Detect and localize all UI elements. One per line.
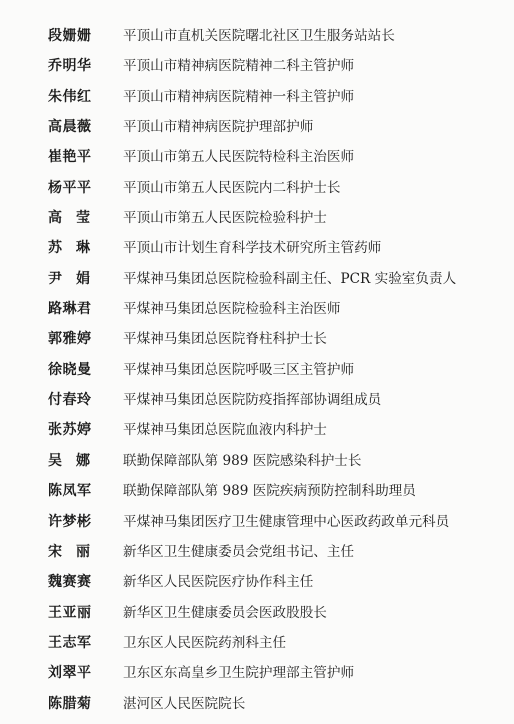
person-name: 陈凤军 [48, 483, 92, 500]
list-item [0, 178, 514, 208]
person-name: 魏赛赛 [48, 574, 92, 591]
list-item [0, 603, 514, 633]
list-item [0, 420, 514, 450]
person-name: 郭雅婷 [48, 331, 92, 348]
person-name: 王志军 [48, 634, 92, 651]
person-title: 平顶山市精神病医院精神一科主管护师 [123, 88, 355, 105]
person-title: 平煤神马集团总医院血液内科护士 [123, 422, 327, 439]
person-title: 平顶山市计划生育科学技术研究所主管药师 [123, 240, 382, 257]
person-name: 杨平平 [48, 179, 92, 196]
person-title: 新华区人民医院医疗协作科主任 [123, 574, 314, 591]
person-title: 平煤神马集团总医院检验科主治医师 [123, 301, 341, 318]
list-item [0, 56, 514, 86]
list-item [0, 694, 514, 724]
person-title: 联勤保障部队第 989 医院感染科护士长 [123, 452, 362, 469]
list-item [0, 26, 514, 56]
list-item [0, 208, 514, 238]
person-name: 朱伟红 [48, 88, 92, 105]
person-title: 卫东区人民医院药剂科主任 [123, 634, 287, 651]
list-item [0, 633, 514, 663]
person-name: 王亚丽 [48, 604, 92, 621]
person-title: 平煤神马集团总医院防疫指挥部协调组成员 [123, 392, 382, 409]
list-item [0, 117, 514, 147]
person-name: 高晨薇 [48, 119, 92, 136]
list-item [0, 147, 514, 177]
person-name: 崔艳平 [48, 149, 92, 166]
person-title: 联勤保障部队第 989 医院疾病预防控制科助理员 [123, 483, 416, 500]
person-title: 湛河区人民医院院长 [123, 695, 246, 712]
list-item [0, 238, 514, 268]
list-item [0, 360, 514, 390]
person-title: 平煤神马集团总医院检验科副主任、PCR 实验室负责人 [123, 270, 457, 287]
person-name: 陈腊菊 [48, 695, 92, 712]
person-name: 乔明华 [48, 58, 92, 75]
person-name: 付春玲 [48, 392, 92, 409]
person-title: 平顶山市第五人民医院特检科主治医师 [123, 149, 355, 166]
person-title: 新华区卫生健康委员会党组书记、主任 [123, 543, 355, 560]
list-item [0, 451, 514, 481]
person-title: 新华区卫生健康委员会医政股股长 [123, 604, 327, 621]
person-title: 平煤神马集团总医院脊柱科护士长 [123, 331, 327, 348]
list-item [0, 299, 514, 329]
person-title: 卫东区东高皇乡卫生院护理部主管护师 [123, 665, 355, 682]
person-title: 平顶山市第五人民医院检验科护士 [123, 210, 327, 227]
list-item [0, 481, 514, 511]
person-name: 许梦彬 [48, 513, 92, 530]
person-name: 路琳君 [48, 301, 92, 318]
list-item [0, 542, 514, 572]
person-title: 平煤神马集团医疗卫生健康管理中心医政药政单元科员 [123, 513, 450, 530]
person-title: 平顶山市直机关医院曙北社区卫生服务站站长 [123, 28, 395, 44]
list-item [0, 329, 514, 359]
person-name: 刘翠平 [48, 665, 92, 682]
list-item [0, 87, 514, 117]
honoree-list [0, 26, 514, 724]
person-name: 高莹 [48, 210, 104, 227]
list-item [0, 390, 514, 420]
list-item [0, 269, 514, 299]
person-title: 平顶山市第五人民医院内二科护士长 [123, 179, 341, 196]
list-item [0, 512, 514, 542]
person-title: 平顶山市精神病医院精神二科主管护师 [123, 58, 355, 75]
person-title: 平顶山市精神病医院护理部护师 [123, 119, 314, 136]
person-name: 徐晓曼 [48, 361, 92, 378]
person-name: 尹娟 [48, 270, 104, 287]
person-name: 张苏婷 [48, 422, 92, 439]
person-name: 吴娜 [48, 452, 104, 469]
person-name: 苏琳 [48, 240, 104, 257]
person-name: 段姗姗 [48, 28, 92, 44]
person-title: 平煤神马集团总医院呼吸三区主管护师 [123, 361, 355, 378]
person-name: 宋丽 [48, 543, 104, 560]
list-item [0, 572, 514, 602]
list-item [0, 663, 514, 693]
